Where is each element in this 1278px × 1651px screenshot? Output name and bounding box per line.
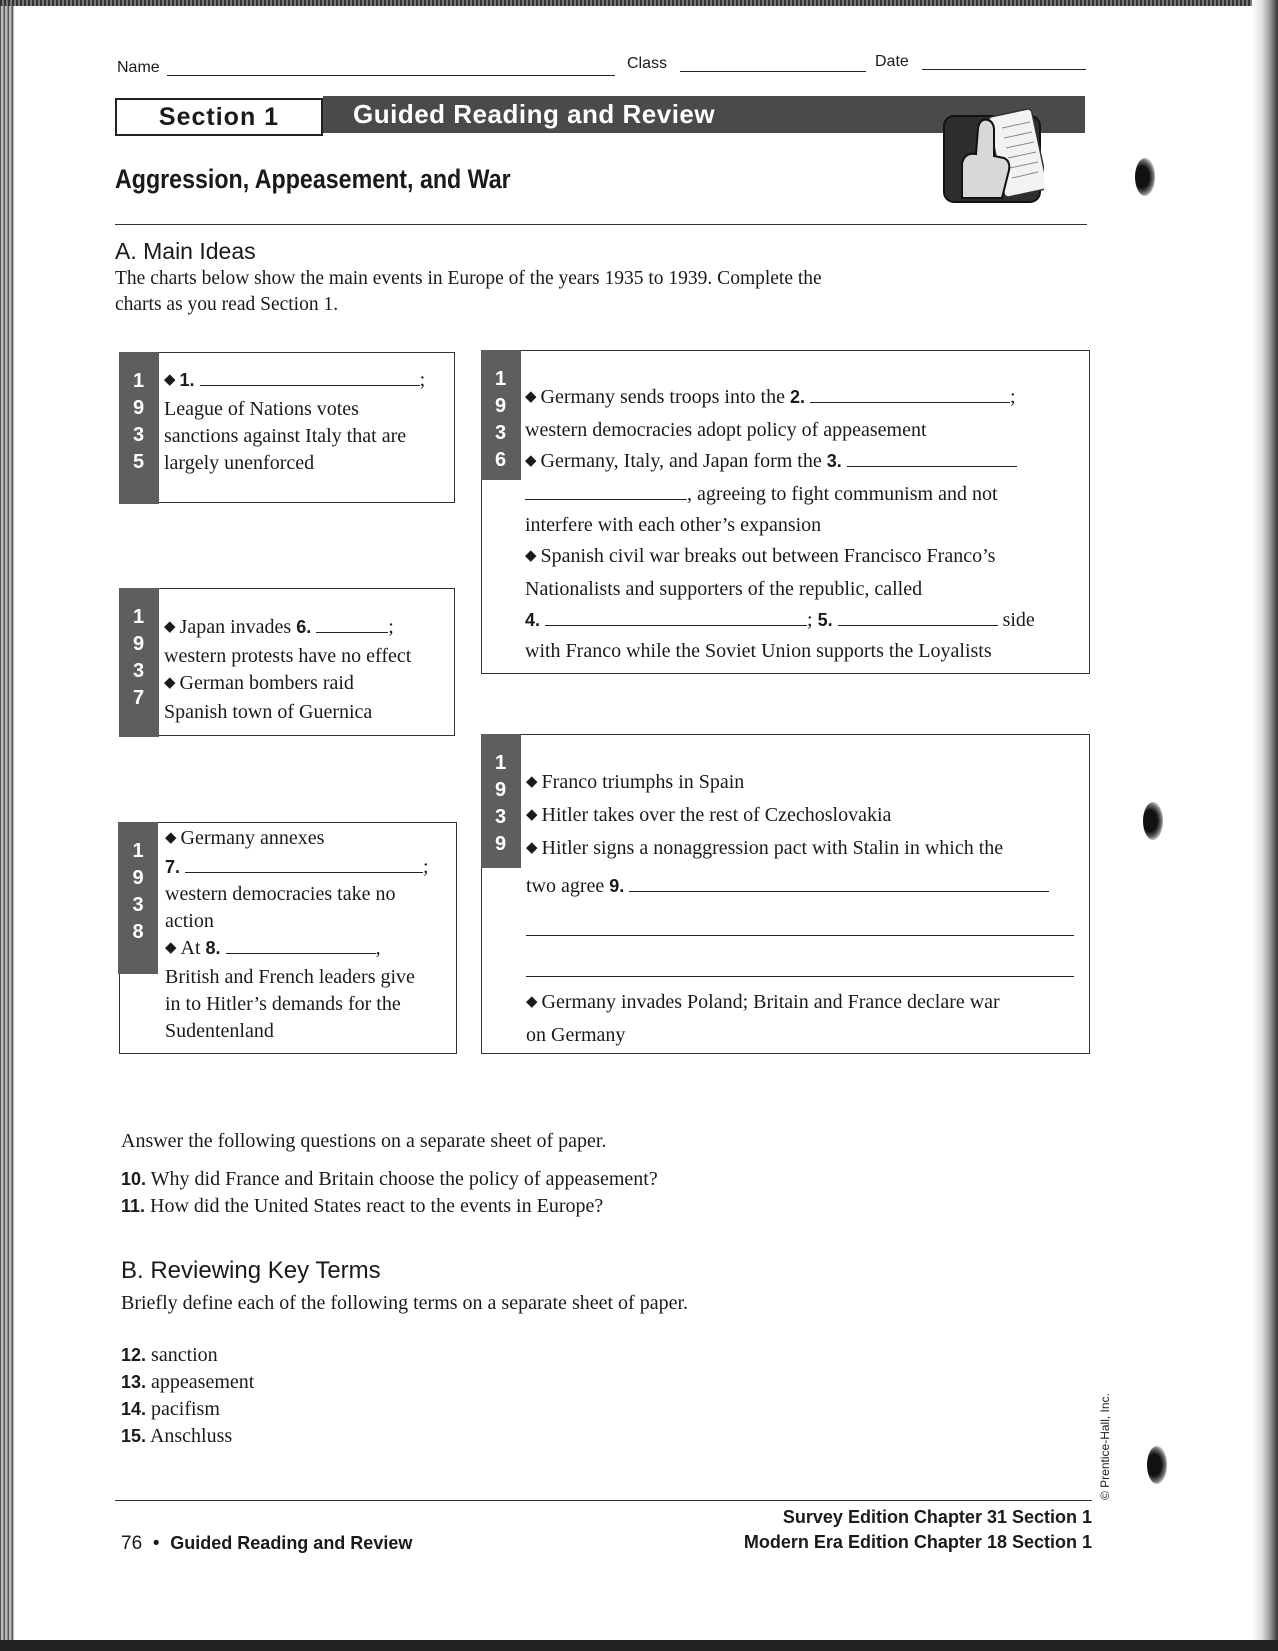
footer-divider — [115, 1500, 1092, 1501]
section-label: Section 1 — [115, 98, 323, 136]
scan-edge-left — [0, 0, 14, 1651]
entry-1935: ◆ 1. ; League of Nations votes sanctions against Italy that are largely unenforced — [164, 369, 426, 474]
diamond-bullet-icon: ◆ — [526, 774, 538, 790]
name-field[interactable] — [167, 75, 615, 76]
year-bar-1938: 1 9 3 8 — [118, 822, 158, 974]
year-bar-1937: 1 9 3 7 — [119, 588, 159, 737]
blank-1[interactable] — [200, 367, 420, 386]
term-12: 12. sanction — [121, 1344, 218, 1366]
box-1937 — [119, 588, 455, 736]
class-field[interactable] — [680, 71, 866, 72]
footer-left: 76 • Guided Reading and Review — [121, 1533, 413, 1554]
diamond-bullet-icon: ◆ — [525, 453, 537, 469]
pointing-hand-icon — [942, 108, 1044, 206]
question-10: 10. Why did France and Britain choose the policy of appeasement? — [121, 1168, 658, 1190]
section-b-heading: B. Reviewing Key Terms — [121, 1257, 381, 1284]
blank-3[interactable] — [847, 448, 1017, 467]
name-label: Name — [117, 59, 160, 76]
footer-edition-survey: Survey Edition Chapter 31 Section 1 — [782, 1507, 1092, 1527]
diamond-bullet-icon: ◆ — [525, 548, 537, 564]
term-14: 14. pacifism — [121, 1398, 220, 1420]
entry-1936: ◆ Germany sends troops into the 2. ; western democracies adopt policy of appeasement ◆ Germany, Italy, and Japan form the 3. , agreeing to fight communism and not interfere with each other’s expansion ◆ Spanish civil war breaks out between Francisco Franco’s Nationalists and supporters of the republic, called 4. ; 5. side with Franco while the Soviet Union supports the Loyalists — [525, 386, 1035, 662]
blank-5[interactable] — [838, 607, 998, 626]
diamond-bullet-icon: ◆ — [164, 675, 176, 691]
diamond-bullet-icon: ◆ — [164, 372, 176, 388]
footer-edition-modern: Modern Era Edition Chapter 18 Section 1 — [743, 1532, 1092, 1552]
box-1936 — [481, 350, 1090, 674]
blank-6[interactable] — [316, 614, 388, 633]
term-15: 15. Anschluss — [121, 1425, 233, 1447]
punch-hole-middle — [1143, 802, 1163, 840]
entry-1939-c: ◆ Germany invades Poland; Britain and France declare war on Germany — [526, 991, 1000, 1046]
copyright: © Prentice-Hall, Inc. — [1098, 1393, 1112, 1500]
year-bar-1935: 1 9 3 5 — [119, 352, 159, 504]
entry-1939-a: ◆ Franco triumphs in Spain ◆ Hitler takes over the rest of Czechoslovakia ◆ Hitler signs a nonaggression pact with Stalin in which the — [526, 771, 1004, 859]
punch-hole-bottom — [1147, 1446, 1167, 1484]
intro-line-1: The charts below show the main events in Europe of the years 1935 to 1939. Complete the — [115, 268, 822, 289]
diamond-bullet-icon: ◆ — [526, 807, 538, 823]
terms-instruction: Briefly define each of the following terms on a separate sheet of paper. — [121, 1292, 689, 1314]
diamond-bullet-icon: ◆ — [526, 994, 538, 1010]
blank-8[interactable] — [226, 935, 376, 954]
title-divider — [115, 224, 1087, 225]
blank-9-line-3[interactable] — [526, 976, 1074, 977]
page-number: 76 — [121, 1533, 143, 1554]
blank-9-line-2[interactable] — [526, 935, 1074, 936]
scan-edge-bottom — [0, 1640, 1278, 1651]
box-1939 — [481, 734, 1090, 1054]
footer-title: Guided Reading and Review — [170, 1533, 413, 1553]
entry-1938: ◆ Germany annexes 7. ; western democracies take no action ◆ At 8. , British and French leaders give in to Hitler’s demands for the Sudentenland — [165, 827, 429, 1042]
box-1935 — [119, 352, 455, 503]
entry-1939-b: two agree 9. — [526, 873, 1049, 900]
diamond-bullet-icon: ◆ — [525, 389, 537, 405]
scan-edge-right — [1252, 0, 1278, 1651]
date-field[interactable] — [922, 69, 1086, 70]
year-bar-1939: 1 9 3 9 — [481, 734, 521, 868]
page-title: Aggression, Appeasement, and War — [115, 164, 511, 194]
questions-instruction: Answer the following questions on a separate sheet of paper. — [121, 1130, 607, 1152]
question-11: 11. How did the United States react to the events in Europe? — [121, 1195, 604, 1217]
diamond-bullet-icon: ◆ — [165, 940, 177, 956]
diamond-bullet-icon: ◆ — [526, 840, 538, 856]
punch-hole-top — [1135, 158, 1155, 196]
date-label: Date — [875, 53, 909, 70]
entry-1937: ◆ Japan invades 6. ; western protests have no effect ◆ German bombers raid Spanish town of Guernica — [164, 616, 412, 723]
section-a-heading: A. Main Ideas — [115, 238, 256, 264]
intro-line-2: charts as you read Section 1. — [115, 294, 339, 315]
box-1938 — [119, 822, 457, 1054]
blank-7[interactable] — [185, 854, 423, 873]
blank-9[interactable] — [629, 873, 1049, 892]
class-label: Class — [627, 55, 668, 72]
diamond-bullet-icon: ◆ — [164, 619, 176, 635]
banner-title: Guided Reading and Review — [323, 96, 1085, 133]
term-13: 13. appeasement — [121, 1371, 255, 1393]
blank-2[interactable] — [810, 384, 1010, 403]
year-bar-1936: 1 9 3 6 — [481, 350, 521, 480]
diamond-bullet-icon: ◆ — [165, 830, 177, 846]
scan-edge-top — [0, 0, 1278, 6]
blank-4[interactable] — [545, 607, 807, 626]
